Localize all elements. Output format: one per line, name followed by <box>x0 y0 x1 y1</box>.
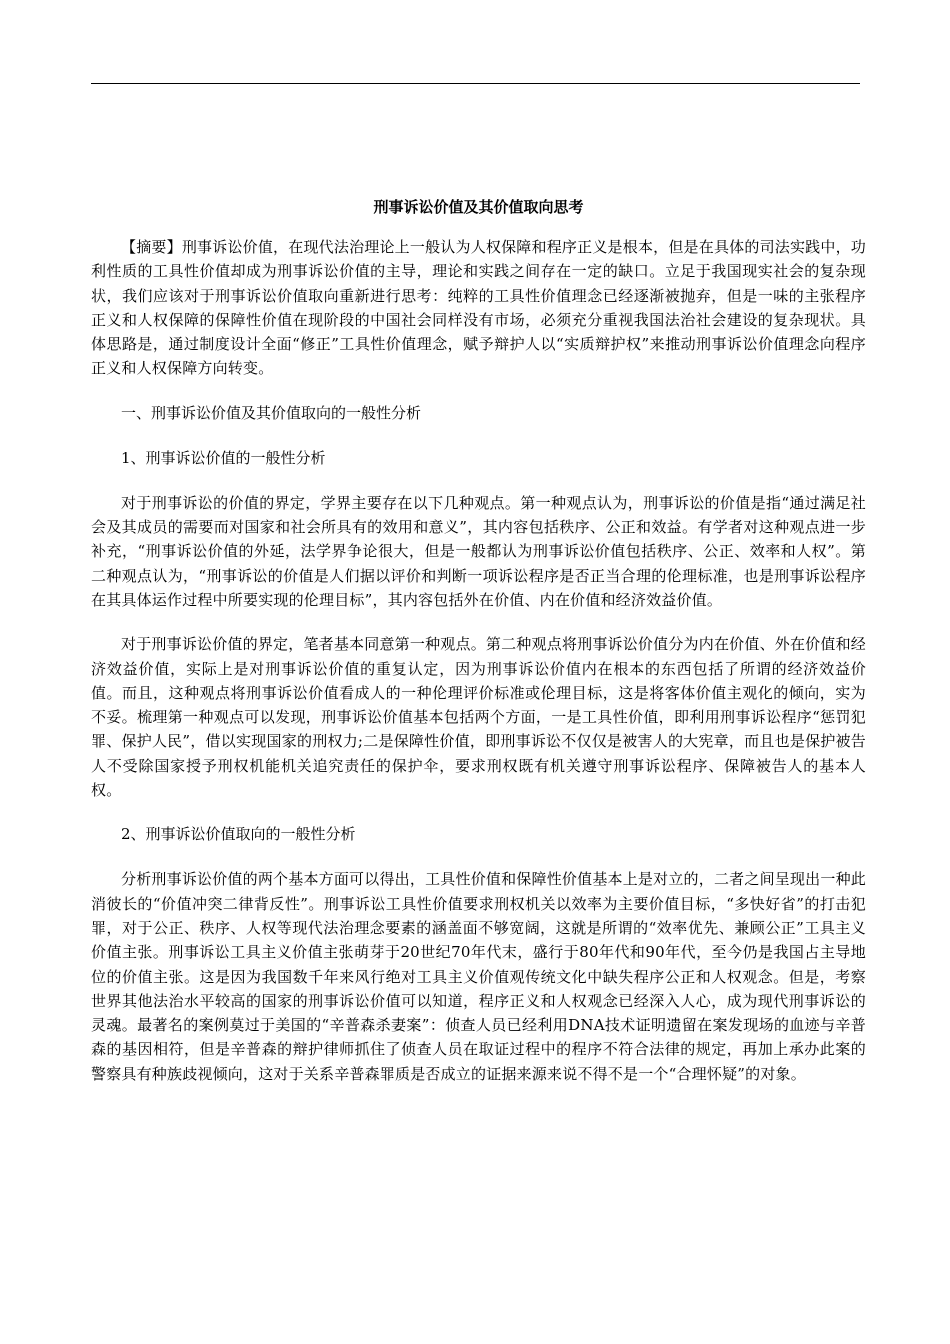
abstract-text: 刑事诉讼价值，在现代法治理论上一般认为人权保障和程序正义是根本，但是在具体的司法实践中，功利性质的工具性价值却成为刑事诉讼价值的主导，理论和实践之间存在一定的缺口。立足于我国现实社会的复杂现状，我们应该对于刑事诉讼价值取向重新进行思考：纯粹的工具性价值理念已经逐渐被抛弃，但是一味的主张程序正义和人权保障的保障性价值在现阶段的中国社会同样没有市场，必须充分重视我国法治社会建设的复杂现状。具体思路是，通过制度设计全面“修正”工具性价值理念，赋予辩护人以“实质辩护权”来推动刑事诉讼价值理念向程序正义和人权保障方向转变。 <box>91 238 866 378</box>
subsection-heading: 2、刑事诉讼价值取向的一般性分析 <box>121 825 356 844</box>
header-rule <box>91 83 860 84</box>
section-heading: 一、刑事诉讼价值及其价值取向的一般性分析 <box>121 403 422 422</box>
document-title: 刑事诉讼价值及其价值取向思考 <box>373 198 584 216</box>
abstract-paragraph <box>91 235 866 381</box>
body-paragraph: 对于刑事诉讼的价值的界定，学界主要存在以下几种观点。第一种观点认为，刑事诉讼的价值是指“通过满足社会及其成员的需要而对国家和社会所具有的效用和意义”，其内容包括秩序、公正和效益。有学者对这种观点进一步补充，“刑事诉讼价值的外延，法学界争论很大，但是一般都认为刑事诉讼价值包括秩序、公正、效率和人权”。第二种观点认为，“刑事诉讼的价值是人们据以评价和判断一项诉讼程序是否正当合理的伦理标准，也是刑事诉讼程序在其具体运作过程中所要实现的伦理目标”，其内容包括外在价值、内在价值和经济效益价值。 <box>91 493 866 609</box>
body-paragraph: 对于刑事诉讼价值的界定，笔者基本同意第一种观点。第二种观点将刑事诉讼价值分为内在价值、外在价值和经济效益价值，实际上是对刑事诉讼价值的重复认定，因为刑事诉讼价值内在根本的东西包括了所谓的经济效益价值。而且，这种观点将刑事诉讼价值看成人的一种伦理评价标准或伦理目标，这是将客体价值主观化的倾向，实为不妥。梳理第一种观点可以发现，刑事诉讼价值基本包括两个方面，一是工具性价值，即利用刑事诉讼程序“惩罚犯罪、保护人民”，借以实现国家的刑权力;二是保障性价值，即刑事诉讼不仅仅是被害人的大宪章，而且也是保护被告人不受除国家授予刑权机能机关追究责任的保护伞，要求刑权既有机关遵守刑事诉讼程序、保障被告人的基本人权。 <box>91 635 866 800</box>
subsection-heading: 1、刑事诉讼价值的一般性分析 <box>121 448 326 467</box>
document-body <box>91 196 866 1106</box>
abstract-label: 【摘要】 <box>121 238 182 256</box>
body-paragraph: 分析刑事诉讼价值的两个基本方面可以得出，工具性价值和保障性价值基本上是对立的，二者之间呈现出一种此消彼长的“价值冲突二律背反性”。刑事诉讼工具性价值要求刑权机关以效率为主要价值目标，“多快好省”的打击犯罪，对于公正、秩序、人权等现代法治理念要素的涵盖面不够宽阔，这就是所谓的“效率优先、兼顾公正”工具主义价值主张。刑事诉讼工具主义价值主张萌芽于20世纪70年代末，盛行于80年代和90年代，至今仍是我国占主导地位的价值主张。这是因为我国数千年来风行绝对工具主义价值观传统文化中缺失程序公正和人权观念。但是，考察世界其他法治水平较高的国家的刑事诉讼价值可以知道，程序正义和人权观念已经深入人心，成为现代刑事诉讼的灵魂。最著名的案例莫过于美国的“辛普森杀妻案”：侦查人员已经利用DNA技术证明遗留在案发现场的血迹与辛普森的基因相符，但是辛普森的辩护律师抓住了侦查人员在取证过程中的程序不符合法律的规定，再加上承办此案的警察具有种族歧视倾向，这对于关系辛普森罪质是否成立的证据来源来说不得不是一个“合理怀疑”的对象。 <box>91 870 866 1083</box>
